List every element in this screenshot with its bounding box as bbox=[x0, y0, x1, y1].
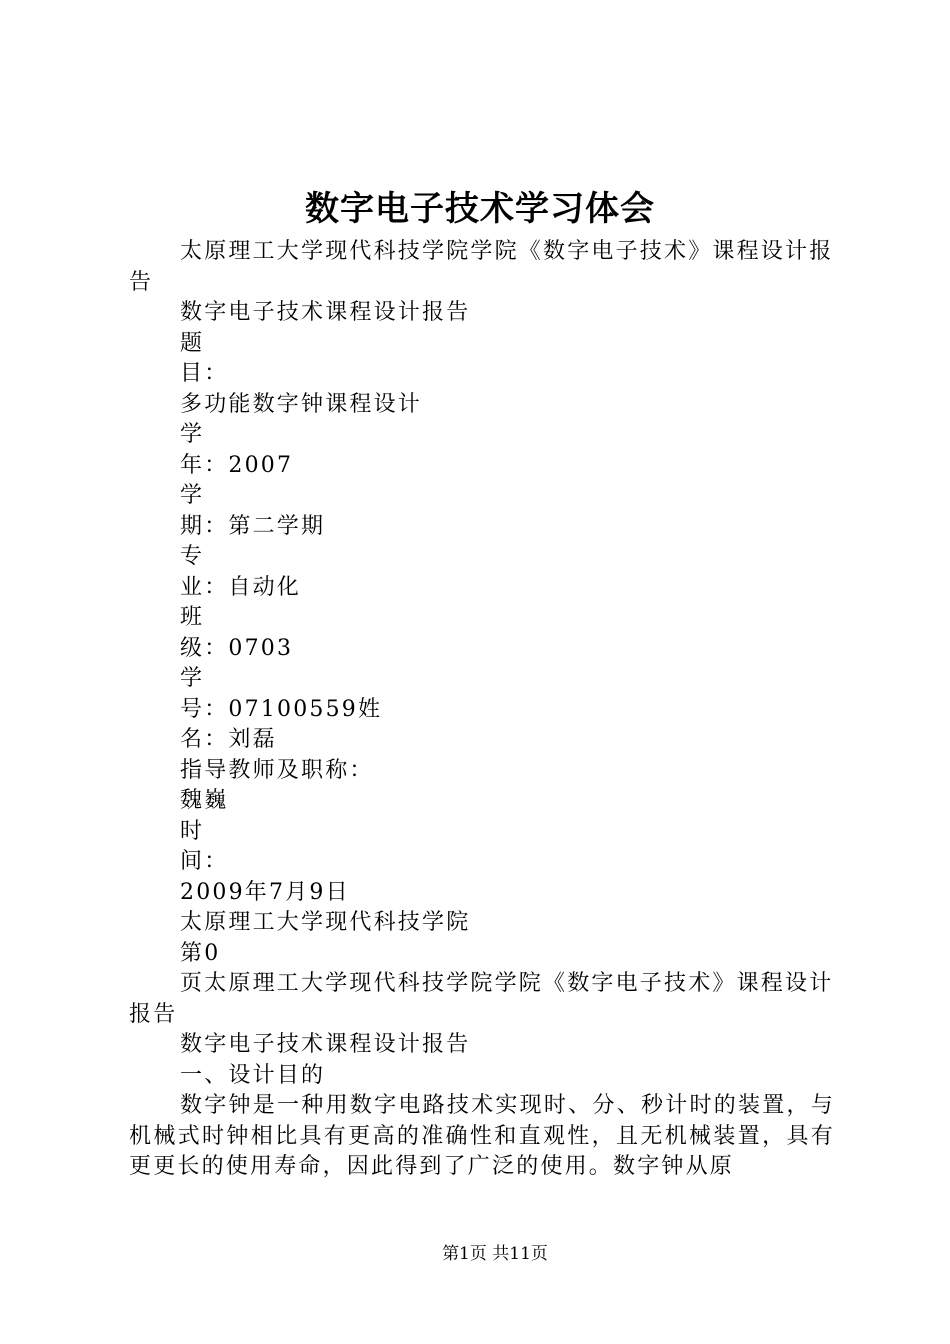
paragraph-term-value: 期：第二学期 bbox=[180, 513, 326, 539]
paragraph-advisor-value: 魏巍 bbox=[180, 788, 229, 813]
paragraph-topic-label-a: 题 bbox=[180, 330, 205, 356]
paragraph-topic-label-b: 目： bbox=[180, 361, 229, 386]
document-title: 数字电子技术学习体会 bbox=[305, 189, 655, 229]
paragraph-body-text: 数字钟是一种用数字电路技术实现时、分、秒计时的装置，与机械式时钟相比具有更高的准确性和直观性，且无机械装置，具有更更长的使用寿命，因此得到了广泛的使用。数字钟从原 bbox=[129, 1093, 835, 1179]
paragraph-report-title-2: 数字电子技术课程设计报告 bbox=[180, 1032, 471, 1057]
page-footer: 第1页 共11页 bbox=[442, 1244, 548, 1264]
paragraph-year-value: 年：2007 bbox=[180, 452, 294, 478]
paragraph-class-value: 级：0703 bbox=[180, 635, 294, 661]
paragraph-major-value: 业：自动化 bbox=[180, 574, 302, 600]
paragraph-name-value: 名：刘磊 bbox=[180, 727, 277, 752]
paragraph-institution: 太原理工大学现代科技学院 bbox=[180, 910, 471, 935]
paragraph-date-value: 2009年7月9日 bbox=[180, 879, 350, 905]
paragraph-id-value: 号：07100559姓 bbox=[180, 696, 383, 722]
paragraph-term-label-a: 学 bbox=[180, 483, 205, 508]
paragraph-page-zero: 第0 bbox=[180, 940, 221, 966]
paragraph-id-label-a: 学 bbox=[180, 666, 205, 691]
paragraph-section-heading: 一、设计目的 bbox=[180, 1062, 326, 1088]
document-body bbox=[129, 237, 835, 1183]
paragraph-topic-value: 多功能数字钟课程设计 bbox=[180, 391, 423, 417]
paragraph-advisor-label: 指导教师及职称： bbox=[180, 757, 374, 783]
paragraph-report-header-2: 页太原理工大学现代科技学院学院《数字电子技术》课程设计报告 bbox=[129, 971, 834, 1027]
paragraph-time-label-b: 间： bbox=[180, 849, 229, 874]
paragraph-report-header-1: 太原理工大学现代科技学院学院《数字电子技术》课程设计报告 bbox=[129, 239, 834, 295]
paragraph-major-label-a: 专 bbox=[180, 544, 205, 569]
paragraph-time-label-a: 时 bbox=[180, 818, 205, 844]
paragraph-year-label-a: 学 bbox=[180, 422, 205, 447]
paragraph-report-title-1: 数字电子技术课程设计报告 bbox=[180, 300, 471, 325]
paragraph-class-label-a: 班 bbox=[180, 605, 205, 630]
